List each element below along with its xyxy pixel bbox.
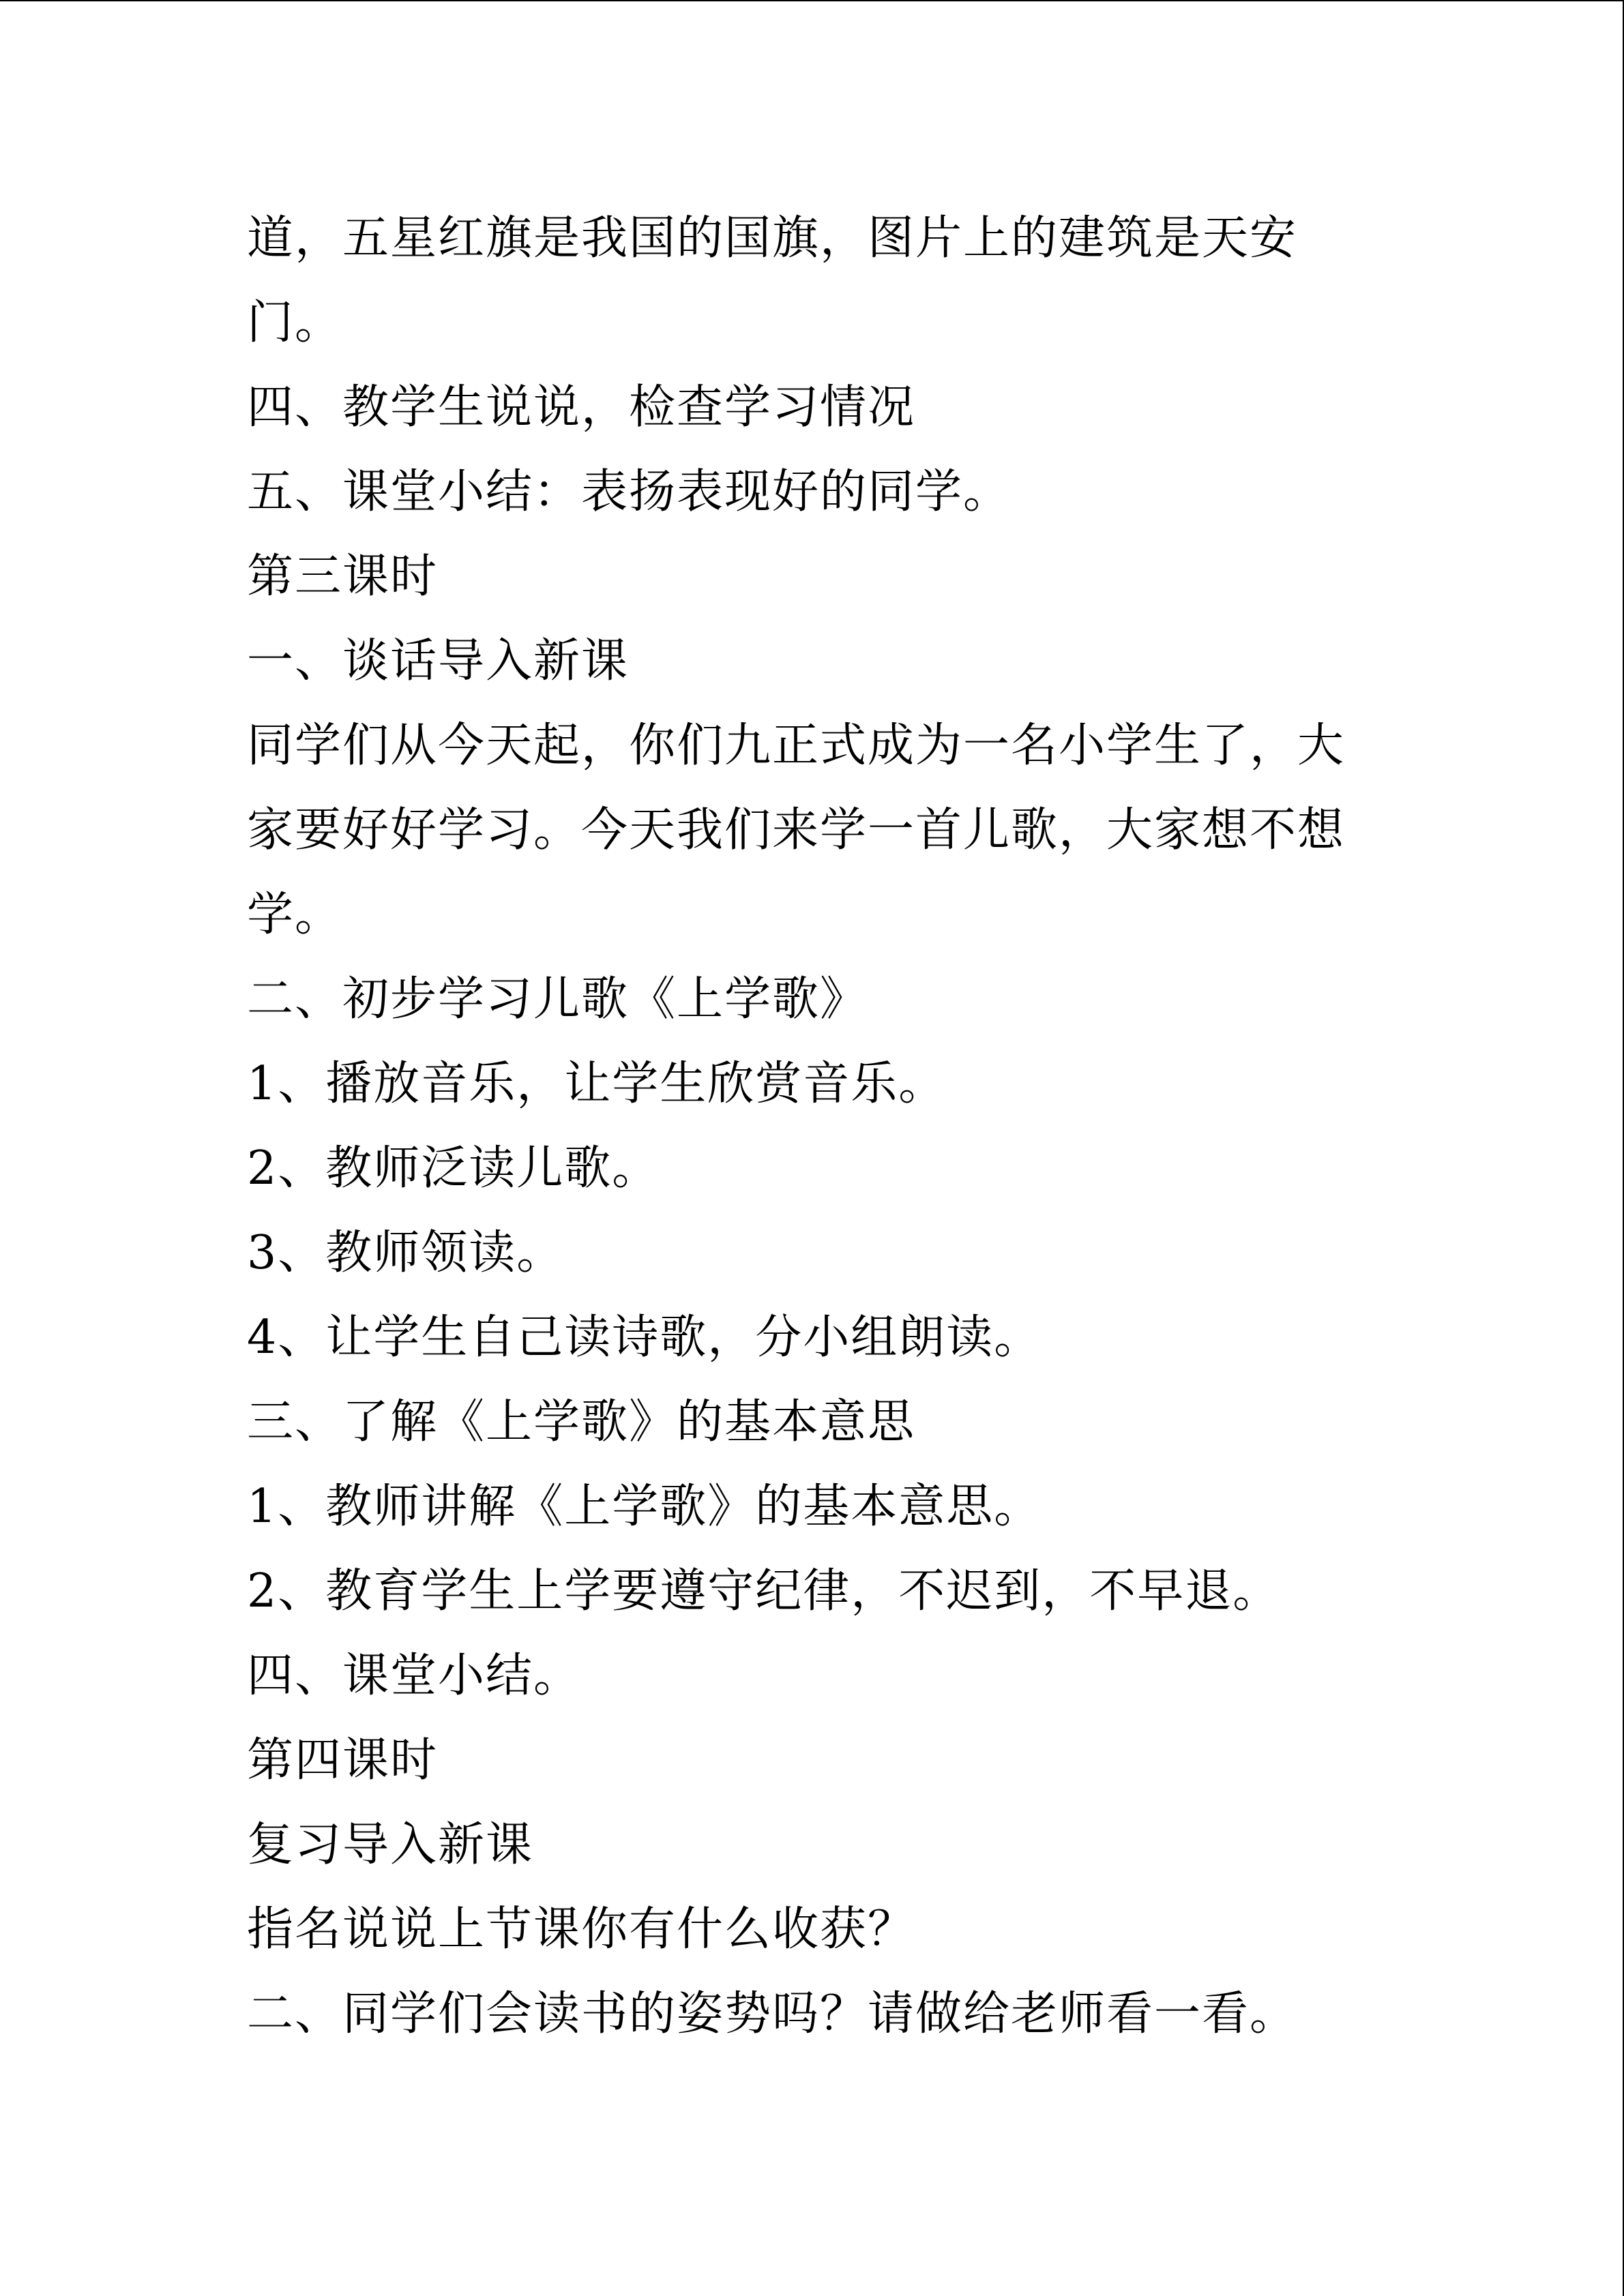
text-line: 同学们从今天起，你们九正式成为一名小学生了，大 [247,719,1346,773]
document-body [247,196,1393,2057]
text-line: 二、同学们会读书的姿势吗？请做给老师看一看。 [247,1987,1298,2041]
text-line: 1、教师讲解《上学歌》的基本意思。 [247,1480,1042,1534]
text-line: 4、让学生自己读诗歌，分小组朗读。 [247,1311,1042,1365]
text-line: 学。 [247,888,343,942]
text-line: 二、初步学习儿歌《上学歌》 [247,972,868,1026]
text-line: 家要好好学习。今天我们来学一首儿歌，大家想不想 [247,803,1346,857]
text-line: 1、播放音乐，让学生欣赏音乐。 [247,1057,947,1111]
text-line: 门。 [247,296,343,350]
text-line: 三、了解《上学歌》的基本意思 [247,1395,916,1449]
text-line: 复习导入新课 [247,1818,534,1872]
text-line: 2、教育学生上学要遵守纪律，不迟到，不早退。 [247,1564,1281,1618]
text-line: 一、谈话导入新课 [247,634,630,688]
text-line: 四、课堂小结。 [247,1649,582,1703]
text-line: 五、课堂小结：表扬表现好的同学。 [247,465,1012,519]
text-line: 3、教师领读。 [247,1226,565,1280]
text-line: 2、教师泛读儿歌。 [247,1142,660,1195]
text-line: 指名说说上节课你有什么收获？ [247,1903,916,1956]
text-line: 道，五星红旗是我国的国旗，图片上的建筑是天安 [247,211,1298,265]
text-line: 四、教学生说说，检查学习情况 [247,381,916,434]
section-heading: 第三课时 [247,550,439,603]
section-heading: 第四课时 [247,1733,439,1787]
